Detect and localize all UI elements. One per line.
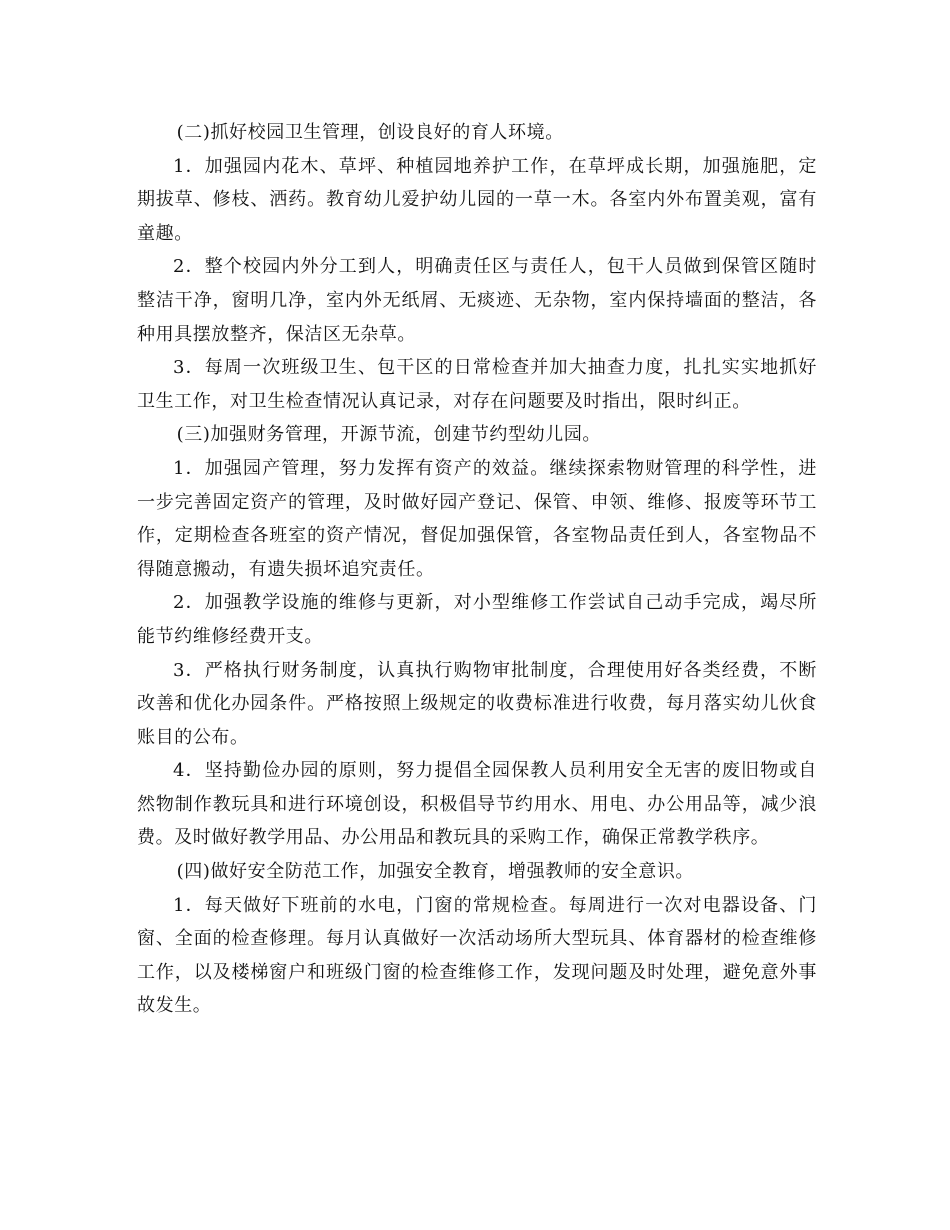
- paragraph: 3．每周一次班级卫生、包干区的日常检查并加大抽查力度，扎扎实实地抓好卫生工作，对卫生检查情况认真记录，对存在问题要及时指出，限时纠正。: [137, 357, 817, 412]
- section-heading-4: (四)做好安全防范工作，加强安全教育，增强教师的安全意识。: [176, 861, 695, 883]
- paragraph: 1．加强园产管理，努力发挥有资产的效益。继续探索物财管理的科学性，进一步完善固定资产的管理，及时做好园产登记、保管、申领、维修、报废等环节工作，定期检查各班室的资产情况，督促加强保管，各室物品责任到人，各室物品不得随意搬动，有遗失损坏追究责任。: [137, 457, 817, 580]
- paragraph: 2．整个校园内外分工到人，明确责任区与责任人，包干人员做到保管区随时整洁干净，窗明几净，室内外无纸屑、无痰迹、无杂物，室内保持墙面的整洁，各种用具摆放整齐，保洁区无杂草。: [137, 256, 817, 345]
- paragraph: 1．每天做好下班前的水电，门窗的常规检查。每周进行一次对电器设备、门窗、全面的检查修理。每月认真做好一次活动场所大型玩具、体育器材的检查维修工作，以及楼梯窗户和班级门窗的检查维修工作，发现问题及时处理，避免意外事故发生。: [137, 894, 817, 1017]
- section-heading-2: (二)抓好校园卫生管理，创设良好的育人环境。: [176, 122, 564, 143]
- paragraph: 3．严格执行财务制度，认真执行购物审批制度，合理使用好各类经费，不断改善和优化办园条件。严格按照上级规定的收费标准进行收费，每月落实幼儿伙食账目的公布。: [137, 659, 817, 748]
- document-body: [137, 116, 817, 1023]
- paragraph: 1．加强园内花木、草坪、种植园地养护工作，在草坪成长期，加强施肥，定期拔草、修枝、洒药。教育幼儿爱护幼儿园的一草一木。各室内外布置美观，富有童趣。: [137, 155, 817, 244]
- paragraph: 4．坚持勤俭办园的原则，努力提倡全园保教人员利用安全无害的废旧物或自然物制作教玩具和进行环境创设，积极倡导节约用水、用电、办公用品等，减少浪费。及时做好教学用品、办公用品和教玩具的采购工作，确保正常教学秩序。: [137, 760, 817, 849]
- paragraph: 2．加强教学设施的维修与更新，对小型维修工作尝试自己动手完成，竭尽所能节约维修经费开支。: [137, 592, 817, 647]
- section-heading-3: (三)加强财务管理，开源节流，创建节约型幼儿园。: [176, 424, 602, 446]
